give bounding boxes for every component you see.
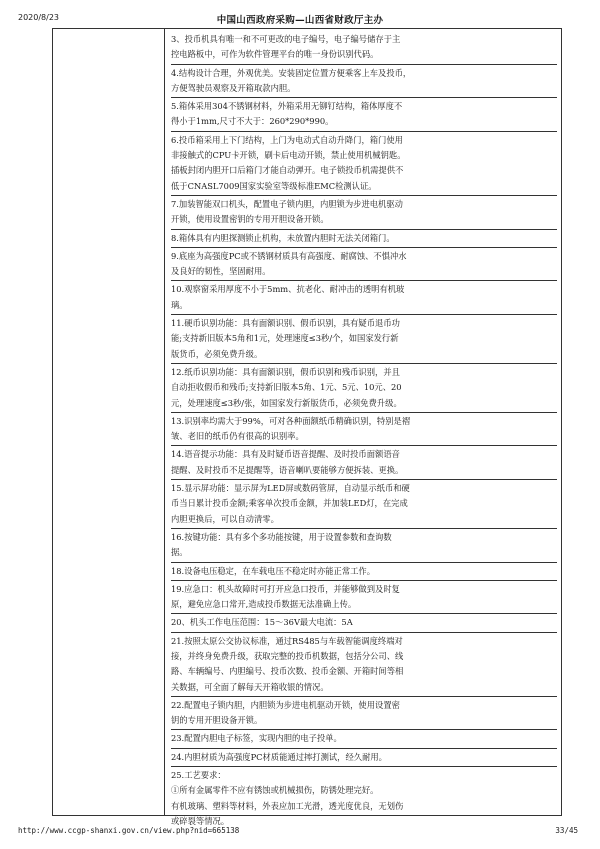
spec-line: 非接触式的CPU卡开锁，刷卡后电动开锁，禁止使用机械钥匙。 (171, 150, 406, 161)
spec-table (52, 28, 562, 826)
spec-line: 钥的专用开胆设备开锁。 (171, 715, 263, 726)
spec-line: 有机玻璃、塑料等材料，外表应加工光滑，透光度优良，无划伤 (171, 800, 404, 811)
spec-item (171, 767, 557, 830)
spec-line: 原，避免应急口常开,造成投币数据无法准确上传。 (171, 599, 357, 610)
spec-line: 能;支持新旧版本5角和1元，处理速度≤3秒/个，如国家发行新 (171, 333, 399, 344)
spec-item (171, 31, 557, 65)
spec-line: 23.配置内胆电子标签，实现内胆的电子投单。 (171, 733, 342, 744)
spec-line: 20、机头工作电压范围：15～36V最大电流：5A (171, 617, 353, 628)
spec-line: 方便驾驶员观察及开箱取款内胆。 (171, 82, 296, 93)
page-url[interactable]: http://www.ccgp-shanxi.gov.cn/view.php?nid=665138 (18, 826, 240, 835)
spec-item (171, 581, 557, 615)
spec-line: 4.结构设计合理，外观优美。安装固定位置方便乘客上车及投币， (171, 67, 412, 78)
spec-line: 及良好的韧性，坚固耐用。 (171, 266, 271, 277)
spec-line: 6.投币箱采用上下门结构，上门为电动式自动升降门，箱门使用 (171, 134, 403, 145)
spec-line: 版货币，必须免费升级。 (171, 348, 263, 359)
spec-line: 11.硬币识别功能：具有面额识别、假币识别，具有疑币退币功 (171, 318, 400, 329)
spec-line: 关数据，可全面了解每天开箱收银的情况。 (171, 681, 329, 692)
spec-item (171, 248, 557, 282)
spec-item (171, 730, 557, 748)
spec-line: 12.纸币识别功能：具有面额识别，假币识别和残币识别，并且 (171, 366, 400, 377)
table-left-column (53, 29, 165, 815)
spec-item (171, 749, 557, 767)
spec-item (171, 364, 557, 413)
spec-line: 币当日累计投币金额;乘客单次投币金额，并加装LED灯，在完成 (171, 498, 408, 509)
spec-line: 18.设备电压稳定，在车载电压不稳定时亦能正常工作。 (171, 565, 376, 576)
spec-item (171, 446, 557, 480)
spec-item (171, 196, 557, 230)
spec-line: 路、车辆编号、内胆编号、投币次数、投币金额、开箱时间等相 (171, 666, 404, 677)
spec-item (171, 65, 557, 99)
spec-line: 提醒、及时投币不足提醒等，语音喇叭要能够方便拆装、更换。 (171, 464, 404, 475)
spec-item (171, 614, 557, 632)
page-number: 33/45 (555, 826, 578, 835)
spec-content-cell (165, 29, 561, 826)
spec-item (171, 132, 557, 196)
spec-line: 13.识别率均需大于99%，可对各种面额纸币精确识别，特别是褶 (171, 415, 411, 426)
spec-line: 22.配置电子锁内胆，内胆锁为步进电机驱动开锁，使用设置密 (171, 699, 400, 710)
spec-item (171, 697, 557, 731)
spec-line: 低于CNASL7009国家实验室等级标准EMC检测认证。 (171, 180, 377, 191)
print-date: 2020/8/23 (18, 13, 60, 22)
spec-line: 15.显示屏功能：显示屏为LED屏或数码管屏，自动显示纸币和硬 (171, 483, 410, 494)
spec-line: 自动拒收假币和残币;支持新旧版本5角、1元、5元、10元、20 (171, 382, 402, 393)
spec-line: 璃。 (171, 299, 188, 310)
spec-item (171, 480, 557, 529)
spec-item (171, 230, 557, 248)
spec-item (171, 563, 557, 581)
spec-line: 14.语音提示功能：具有及时疑币语音提醒、及时投币面额语音 (171, 449, 400, 460)
spec-line: 得小于1mm,尺寸不大于：260*290*990。 (171, 116, 334, 127)
spec-line: 19.应急口：机头故障时可打开应急口投币，并能够做到及时复 (171, 583, 400, 594)
spec-line: 或碎裂等情况。 (171, 815, 230, 826)
spec-line: 24.内胆材质为高强度PC材质能通过摔打测试，经久耐用。 (171, 751, 387, 762)
spec-line: 接，并终身免费升级，获取完整的投币机数据，包括分公司、线 (171, 650, 404, 661)
spec-item (171, 98, 557, 132)
spec-line: 5.箱体采用304不锈钢材料，外箱采用无铆钉结构，箱体厚度不 (171, 101, 403, 112)
spec-line: 7.加装智能双口机头，配置电子锁内胆，内胆锁为步进电机驱动 (171, 198, 403, 209)
spec-line: 16.按键功能：具有多个多功能按键，用于设置参数和查询数 (171, 531, 392, 542)
page-header-title: 中国山西政府采购—山西省财政厅主办 (216, 15, 384, 26)
spec-line: 皱、老旧的纸币仍有很高的识别率。 (171, 431, 304, 442)
spec-line: 3、投币机具有唯一和不可更改的电子编号，电子编号储存于主 (171, 34, 401, 44)
spec-line: 内胆更换后，可以自动清零。 (171, 513, 279, 524)
spec-item (171, 413, 557, 447)
spec-line: 插板封闭内胆开口后箱门才能自动弹开。电子锁投币机需提供不 (171, 165, 404, 176)
spec-line: 25.工艺要求： (171, 770, 226, 781)
spec-line: 据。 (171, 547, 188, 558)
spec-line: ①所有金属零件不应有锈蚀或机械损伤，防锈处理完好。 (171, 785, 379, 796)
spec-item (171, 281, 557, 315)
spec-line: 元，处理速度≤3秒/张，如国家发行新版货币，必须免费升级。 (171, 397, 402, 408)
spec-line: 开锁，使用设置密钥的专用开胆设备开锁。 (171, 214, 329, 225)
spec-line: 控电路板中，可作为软件管理平台的唯一身份识别代码。 (171, 49, 379, 60)
spec-line: 8.箱体具有内胆探测锁止机构，未放置内胆时无法关闭箱门。 (171, 232, 395, 243)
spec-line: 21.按照太原公交协议标准，通过RS485与车载智能调度终端对 (171, 635, 403, 646)
spec-line: 10.观察窗采用厚度不小于5mm、抗老化、耐冲击的透明有机玻 (171, 284, 405, 295)
spec-item (171, 315, 557, 364)
spec-line: 9.底座为高强度PC或不锈钢材质具有高强度、耐腐蚀、不惧冲水 (171, 250, 407, 261)
spec-item (171, 529, 557, 563)
spec-item (171, 633, 557, 697)
